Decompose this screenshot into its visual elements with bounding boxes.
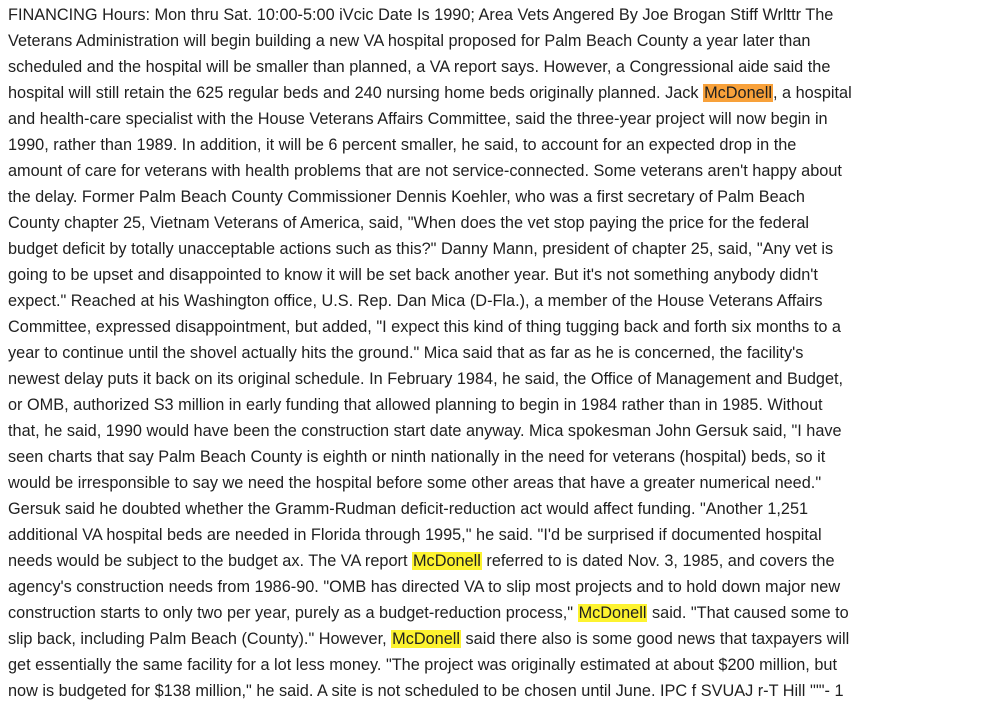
text-line (8, 496, 994, 522)
text-segment: and health-care specialist with the House Veterans Affairs Committee, said the three-year project will now begin in (8, 110, 828, 128)
text-line (8, 600, 994, 626)
text-segment: , a hospital (772, 84, 852, 102)
text-segment: seen charts that say Palm Beach County is eighth or ninth nationally in the need for veterans (hospital) beds, so it (8, 448, 826, 466)
text-line (8, 28, 994, 54)
search-highlight-match[interactable]: McDonell (413, 552, 481, 570)
text-segment: or OMB, authorized S3 million in early funding that allowed planning to begin in 1984 rather than in 1985. Without (8, 396, 823, 414)
text-line (8, 392, 994, 418)
text-line (8, 184, 994, 210)
text-segment: said. "That caused some to (647, 604, 849, 622)
text-segment: hospital will still retain the 625 regular beds and 240 nursing home beds originally planned. Jack (8, 84, 704, 102)
text-segment: County chapter 25, Vietnam Veterans of America, said, "When does the vet stop paying the price for the federal (8, 214, 810, 232)
text-segment: newest delay puts it back on its original schedule. In February 1984, he said, the Office of Management and Budget, (8, 370, 844, 388)
text-line (8, 314, 994, 340)
text-segment: would be irresponsible to say we need the hospital before some other areas that have a greater numerical need." (8, 474, 822, 492)
search-highlight-match[interactable]: McDonell (392, 630, 461, 648)
text-segment: Veterans Administration will begin building a new VA hospital proposed for Palm Beach County a year later than (8, 32, 811, 50)
text-segment: get essentially the same facility for a lot less money. "The project was originally estimated at about $200 million, but (8, 656, 837, 674)
text-segment: said there also is some good news that taxpayers will (461, 630, 850, 648)
text-segment: additional VA hospital beds are needed in Florida through 1995," he said. "I'd be surprised if documented hospital (8, 526, 822, 544)
text-segment: 1990, rather than 1989. In addition, it will be 6 percent smaller, he said, to account for an expected drop in the (8, 136, 797, 154)
text-segment: going to be upset and disappointed to know it will be set back another year. But it's not something anybody didn't (8, 266, 818, 284)
text-segment: construction starts to only two per year, purely as a budget-reduction process," (8, 604, 578, 622)
text-segment: agency's construction needs from 1986-90. "OMB has directed VA to slip most projects and to hold down major new (8, 578, 841, 596)
text-line (8, 626, 994, 652)
text-segment: Gersuk said he doubted whether the Gramm-Rudman deficit-reduction act would affect funding. "Another 1,251 (8, 500, 809, 518)
text-segment: FINANCING Hours: Mon thru Sat. 10:00-5:00 iVcic Date Is 1990; Area Vets Angered By Joe Brogan Stiff Wrlttr The (8, 6, 834, 24)
text-line (8, 574, 994, 600)
text-line (8, 210, 994, 236)
text-line (8, 340, 994, 366)
text-segment: year to continue until the shovel actually hits the ground." Mica said that as far as he is concerned, the facility's (8, 344, 804, 362)
text-line (8, 366, 994, 392)
search-highlight-match[interactable]: McDonell (578, 604, 647, 622)
text-segment: now is budgeted for $138 million," he said. A site is not scheduled to be chosen until June. IPC f SVUAJ r-T Hill '""- 1 (8, 682, 844, 700)
text-line (8, 418, 994, 444)
search-highlight-current[interactable]: McDonell (704, 84, 772, 102)
text-line (8, 106, 994, 132)
text-segment: referred to is dated Nov. 3, 1985, and covers the (481, 552, 835, 570)
text-line (8, 80, 994, 106)
text-segment: scheduled and the hospital will be smaller than planned, a VA report says. However, a Congressional aide said the (8, 58, 831, 76)
text-line (8, 288, 994, 314)
text-line (8, 470, 994, 496)
text-segment: the delay. Former Palm Beach County Commissioner Dennis Koehler, who was a first secretary of Palm Beach (8, 188, 805, 206)
text-segment: expect." Reached at his Washington office, U.S. Rep. Dan Mica (D-Fla.), a member of the House Veterans Affairs (8, 292, 823, 310)
text-line (8, 652, 994, 678)
text-segment: budget deficit by totally unacceptable actions such as this?" Danny Mann, president of chapter 25, said, "Any vet is (8, 240, 834, 258)
text-line (8, 132, 994, 158)
text-segment: needs would be subject to the budget ax. The VA report (8, 552, 412, 570)
text-line (8, 236, 994, 262)
text-line (8, 444, 994, 470)
text-line (8, 522, 994, 548)
text-segment: Committee, expressed disappointment, but added, "I expect this kind of thing tugging back and forth six months to a (8, 318, 841, 336)
text-segment: slip back, including Palm Beach (County)." However, (8, 630, 392, 648)
text-line (8, 548, 994, 574)
text-line (8, 678, 994, 704)
text-line (8, 262, 994, 288)
text-line (8, 158, 994, 184)
text-line (8, 54, 994, 80)
text-line (8, 2, 994, 28)
text-segment: that, he said, 1990 would have been the construction start date anyway. Mica spokesman John Gersuk said, "I have (8, 422, 842, 440)
text-segment: amount of care for veterans with health problems that are not service-connected. Some veterans aren't happy about (8, 162, 842, 180)
